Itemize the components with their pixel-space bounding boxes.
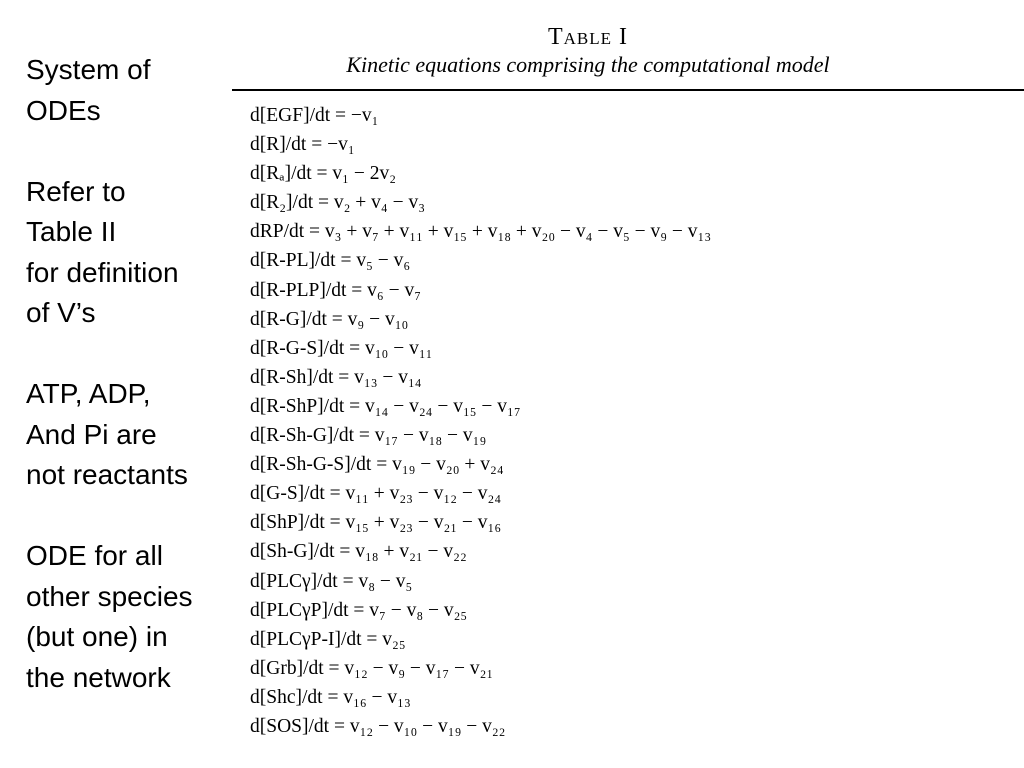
equation-row: d[R-Sh-G-S]/dt = v₁₉ − v₂₀ + v₂₄	[250, 454, 504, 476]
equation-row: d[G-S]/dt = v₁₁ + v₂₃ − v₁₂ − v₂₄	[250, 483, 502, 505]
equation-row: d[Grb]/dt = v₁₂ − v₉ − v₁₇ − v₂₁	[250, 657, 494, 679]
equation-row: d[PLCγP]/dt = v₇ − v₈ − v₂₅	[250, 599, 468, 621]
note-line: of V’s	[26, 297, 96, 328]
table-title: Table I	[547, 24, 629, 50]
equation-row: d[R-Sh]/dt = v₁₃ − v₁₄	[250, 366, 422, 388]
equation-row: d[R-G-S]/dt = v₁₀ − v₁₁	[250, 337, 433, 359]
note-line: ODE for all	[26, 540, 163, 571]
table-header	[232, 22, 1024, 78]
equation-row: d[R-Sh-G]/dt = v₁₇ − v₁₈ − v₁₉	[250, 425, 487, 447]
note-line: not reactants	[26, 459, 188, 490]
note-line: the network	[26, 661, 171, 693]
equation-row: d[R₂]/dt = v₂ + v₄ − v₃	[250, 192, 426, 214]
equation-row: d[Shc]/dt = v₁₆ − v₁₃	[250, 686, 411, 708]
table-caption: Kinetic equations comprising the computational model	[346, 52, 830, 77]
equation-row: d[R-PL]/dt = v₅ − v₆	[250, 250, 411, 272]
note-line: Table II	[26, 216, 117, 247]
equation-row: d[PLCγP-I]/dt = v₂₅	[250, 628, 406, 650]
equation-row: d[R]/dt = −v₁	[250, 134, 355, 156]
equation-row: d[R-G]/dt = v₉ − v₁₀	[250, 308, 409, 330]
note-spacer	[26, 496, 231, 537]
equation-row: d[PLCγ]/dt = v₈ − v₅	[250, 570, 413, 592]
note-line: for definition	[26, 256, 179, 288]
equation-row: d[Sh-G]/dt = v₁₈ + v₂₁ − v₂₂	[250, 541, 467, 563]
equation-row: d[SOS]/dt = v₁₂ − v₁₀ − v₁₉ − v₂₂	[250, 715, 506, 737]
equation-row: d[R-PLP]/dt = v₆ − v₇	[250, 279, 422, 301]
equation-row: dRP/dt = v₃ + v₇ + v₁₁ + v₁₅ + v₁₈ + v₂₀ − v₄ − v₅ − v₉ − v₁₃	[250, 221, 712, 243]
note-spacer	[26, 131, 231, 172]
note-line: System of	[26, 54, 151, 85]
note-line: Refer to	[26, 175, 126, 207]
note-line: other species	[26, 580, 193, 612]
equation-list	[250, 101, 711, 741]
note-line: And Pi are	[26, 418, 157, 450]
side-notes	[26, 50, 231, 698]
note-line: (but one) in	[26, 621, 168, 652]
note-spacer	[26, 334, 231, 375]
note-line: ODEs	[26, 94, 101, 126]
header-rule	[232, 89, 1024, 91]
equation-row: d[ShP]/dt = v₁₅ + v₂₃ − v₂₁ − v₁₆	[250, 512, 502, 534]
equation-row: d[EGF]/dt = −v₁	[250, 105, 379, 126]
note-line: ATP, ADP,	[26, 378, 151, 409]
equation-row: d[R-ShP]/dt = v₁₄ − v₂₄ − v₁₅ − v₁₇	[250, 395, 521, 417]
equation-row: d[Rₐ]/dt = v₁ − 2v₂	[250, 163, 397, 185]
